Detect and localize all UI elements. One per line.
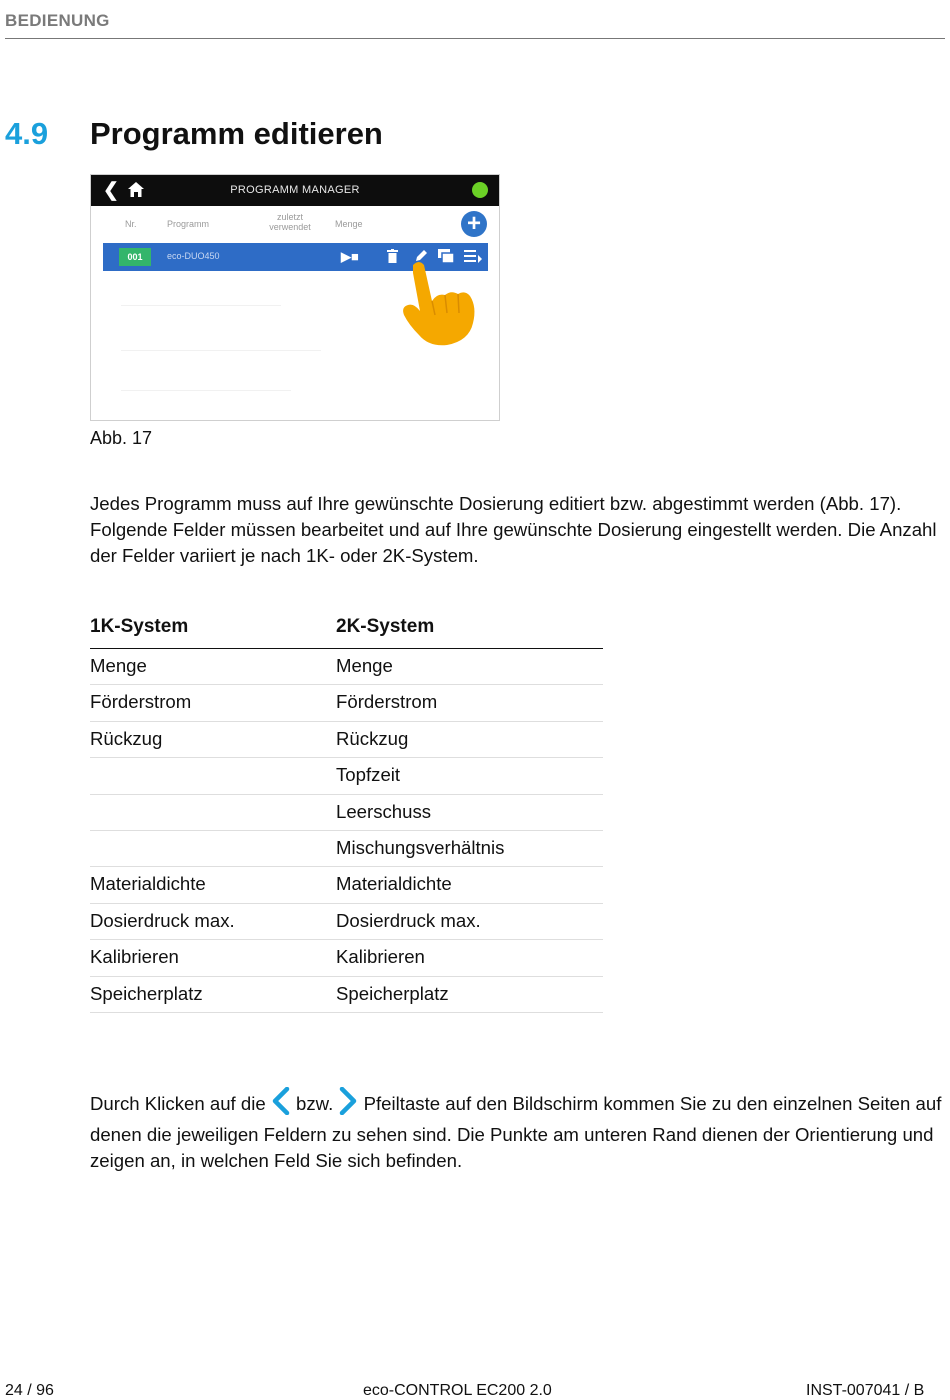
screen-faint-line [121,305,281,306]
table-row [90,795,603,831]
cell-1k: Rückzug [90,727,163,749]
cell-2k: Speicherplatz [336,982,449,1004]
header-rule [5,38,945,39]
cell-2k: Kalibrieren [336,946,425,968]
section-number: 4.9 [5,116,49,151]
add-icon: + [461,211,487,237]
back-icon: ❮ [103,180,119,201]
column-nr: Nr. [125,219,137,229]
table-header [90,612,603,649]
screen-column-header [91,206,499,240]
program-manager-screenshot [90,174,500,421]
table-row [90,722,603,758]
table-row [90,685,603,721]
figure-caption: Abb. 17 [90,428,153,448]
footer-page-number: 24 / 96 [5,1382,54,1399]
cell-1k: Kalibrieren [90,946,179,968]
chevron-left-icon [271,1087,291,1122]
table-row [90,649,603,685]
screen-topbar [91,175,499,206]
fields-table [90,612,603,1013]
header-2k-system: 2K-System [336,616,435,637]
column-last-used: zuletzt verwendet [269,212,311,232]
footer-document-id: INST-007041 / B [806,1382,925,1399]
cell-2k: Förderstrom [336,691,438,713]
screen-title: PROGRAMM MANAGER [230,184,360,196]
screen-faint-line [121,390,291,391]
cell-2k: Materialdichte [336,873,452,895]
header-label: BEDIENUNG [5,11,110,30]
navigation-text-part3: Pfeiltaste auf den Bildschirm kommen Sie zu den einzelnen Seiten auf denen die jeweiligen Feldern zu sehen sind. Die Punkte am unteren Rand dienen der Orientierung und zeigen an, in welchen Feld Sie sich befinden. [90,1093,942,1171]
cell-2k: Menge [336,655,393,676]
program-number-badge: 001 [119,248,151,266]
trash-icon [387,249,398,266]
header-1k-system: 1K-System [90,616,189,637]
screen-faint-line [121,350,321,351]
cell-1k: Förderstrom [90,691,192,713]
cell-1k: Dosierdruck max. [90,909,235,931]
table-row [90,977,603,1013]
cell-2k: Leerschuss [336,800,432,822]
cell-1k: Speicherplatz [90,982,203,1004]
program-name: eco-DUO450 [167,251,220,261]
cell-2k: Dosierdruck max. [336,909,481,931]
cell-2k: Rückzug [336,727,409,749]
footer-product: eco-CONTROL EC200 2.0 [363,1382,552,1399]
navigation-text-part1: Durch Klicken auf die [90,1093,266,1114]
table-row [90,940,603,976]
cell-1k: Menge [90,655,147,676]
cell-2k: Mischungsverhältnis [336,836,505,858]
column-amount: Menge [335,219,363,229]
table-row [90,867,603,903]
navigation-paragraph [90,1087,945,1174]
navigation-text-part2: bzw. [296,1093,334,1114]
table-row [90,831,603,867]
table-row [90,758,603,794]
cell-2k: Topfzeit [336,764,401,786]
pointing-hand-icon [399,259,479,354]
column-program: Programm [167,219,210,229]
play-stop-icon: ▶■ [341,249,359,264]
section-title: Programm editieren [90,116,383,151]
status-dot-icon [472,182,488,198]
cell-1k: Materialdichte [90,873,206,895]
table-row [90,904,603,940]
intro-paragraph: Jedes Programm muss auf Ihre gewünschte Dosierung editiert bzw. abgestimmt werden (Abb. 17). Folgende Felder müssen bearbeitet und auf Ihre gewünschte Dosierung eingestellt werden. Die Anzahl der Felder variiert je nach 1K- oder 2K-System. [90,493,937,566]
chevron-right-icon [338,1087,358,1122]
